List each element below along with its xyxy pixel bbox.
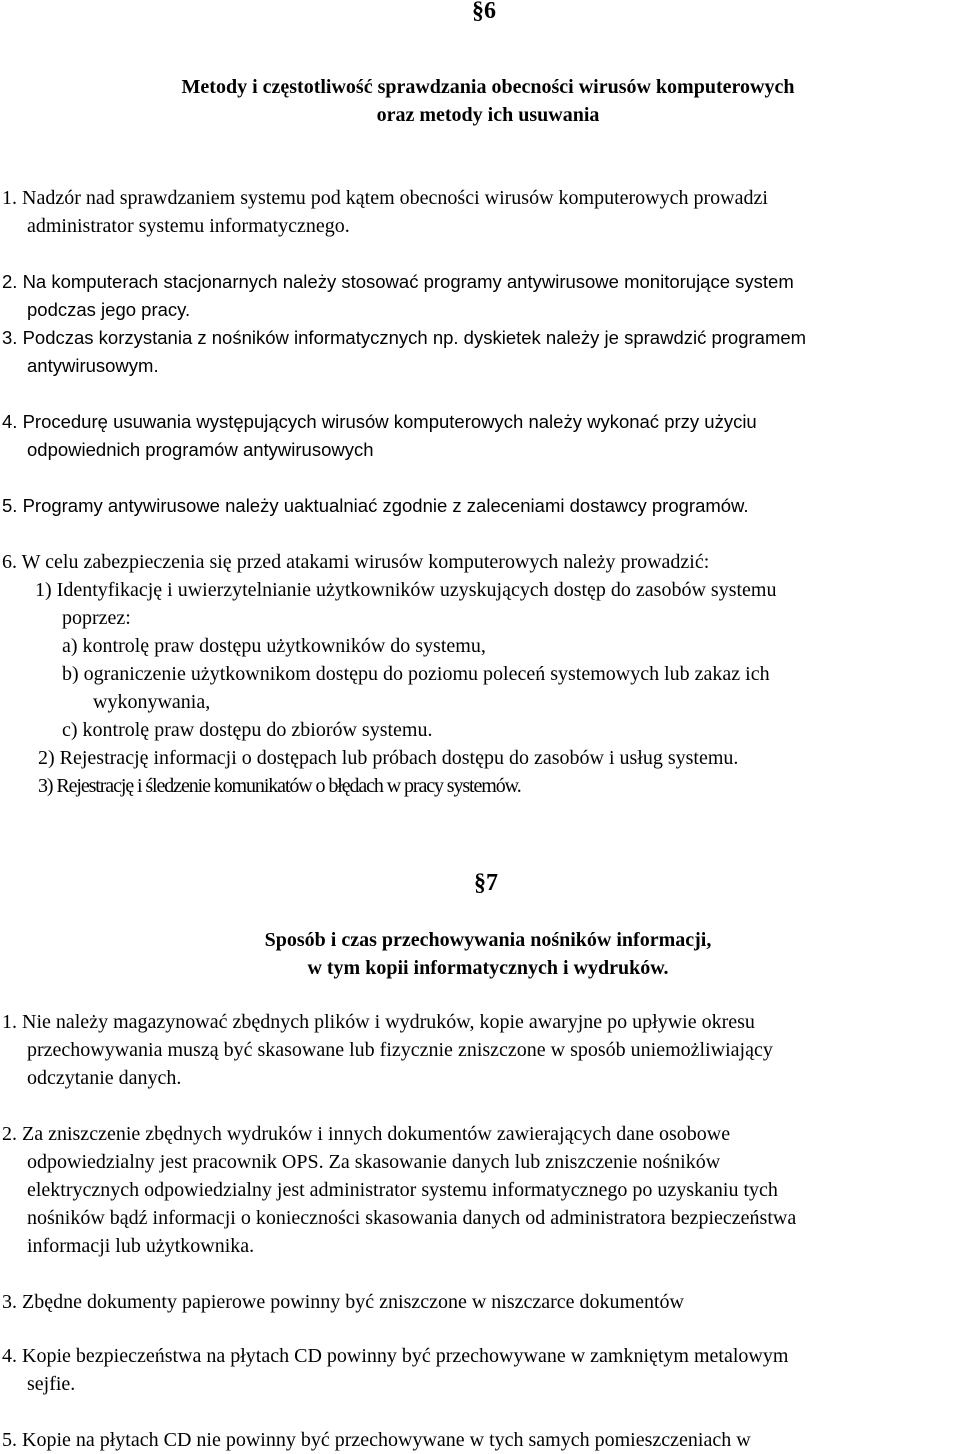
s6-item-6-sub-b-cont: wykonywania, bbox=[93, 691, 211, 713]
s6-item-6-sub-b: b) ograniczenie użytkownikom dostępu do poziomu poleceń systemowych lub zakaz ich bbox=[62, 663, 770, 685]
s7-item-1-line-2: przechowywania muszą być skasowane lub fizycznie zniszczone w sposób uniemożliwiający bbox=[27, 1039, 773, 1061]
s7-item-2-line-5: informacji lub użytkownika. bbox=[27, 1235, 255, 1257]
s6-item-6-sub-3: 3) Rejestrację i śledzenie komunikatów o błędach w pracy systemów. bbox=[38, 775, 521, 797]
s6-item-6-sub-1-cont: poprzez: bbox=[62, 607, 131, 629]
s7-item-2-line-1: 2. Za zniszczenie zbędnych wydruków i innych dokumentów zawierających dane osobowe bbox=[2, 1123, 731, 1145]
s7-item-2-line-2: odpowiedzialny jest pracownik OPS. Za skasowanie danych lub zniszczenie nośników bbox=[27, 1151, 721, 1173]
s6-item-4-line-2: odpowiednich programów antywirusowych bbox=[27, 439, 374, 460]
s6-item-5: 5. Programy antywirusowe należy uaktualniać zgodnie z zaleceniami dostawcy programów. bbox=[2, 495, 749, 516]
section-7-title-line-1: Sposób i czas przechowywania nośników informacji, bbox=[264, 929, 712, 951]
s6-item-1-line-2: administrator systemu informatycznego. bbox=[27, 215, 350, 237]
section-6-title-line-1: Metody i częstotliwość sprawdzania obecności wirusów komputerowych bbox=[181, 76, 795, 98]
s7-item-3: 3. Zbędne dokumenty papierowe powinny być zniszczone w niszczarce dokumentów bbox=[2, 1291, 684, 1313]
section-6-title-line-2: oraz metody ich usuwania bbox=[376, 104, 600, 126]
s6-item-6-sub-1: 1) Identyfikację i uwierzytelnianie użytkowników uzyskujących dostęp do zasobów systemu bbox=[35, 579, 777, 601]
s7-item-1-line-3: odczytanie danych. bbox=[27, 1067, 182, 1089]
s7-item-2-line-3: elektrycznych odpowiedzialny jest administrator systemu informatycznego po uzyskaniu tych bbox=[27, 1179, 778, 1201]
s6-item-2-line-2: podczas jego pracy. bbox=[27, 299, 191, 320]
s6-item-6-line-1: 6. W celu zabezpieczenia się przed atakami wirusów komputerowych należy prowadzić: bbox=[2, 551, 710, 573]
s6-item-6-sub-a: a) kontrolę praw dostępu użytkowników do systemu, bbox=[62, 635, 486, 657]
s6-item-3-line-2: antywirusowym. bbox=[27, 355, 159, 376]
section-6-mark: §6 bbox=[472, 0, 496, 24]
section-7-title-line-2: w tym kopii informatycznych i wydruków. bbox=[307, 957, 669, 979]
s6-item-1-line-1: 1. Nadzór nad sprawdzaniem systemu pod kątem obecności wirusów komputerowych prowadzi bbox=[2, 187, 768, 209]
section-7-mark: §7 bbox=[474, 870, 498, 896]
s6-item-2-line-1: 2. Na komputerach stacjonarnych należy stosować programy antywirusowe monitorujące system bbox=[2, 271, 794, 292]
s7-item-2-line-4: nośników bądź informacji o konieczności skasowania danych od administratora bezpieczeństwa bbox=[27, 1207, 797, 1229]
s7-item-5: 5. Kopie na płytach CD nie powinny być przechowywane w tych samych pomieszczeniach w bbox=[2, 1429, 751, 1451]
s7-item-4-line-1: 4. Kopie bezpieczeństwa na płytach CD powinny być przechowywane w zamkniętym metalowym bbox=[2, 1345, 789, 1367]
s6-item-6-sub-2: 2) Rejestrację informacji o dostępach lub próbach dostępu do zasobów i usług systemu. bbox=[38, 747, 739, 769]
s6-item-3-line-1: 3. Podczas korzystania z nośników informatycznych np. dyskietek należy je sprawdzić programem bbox=[2, 327, 807, 348]
s7-item-1-line-1: 1. Nie należy magazynować zbędnych plików i wydruków, kopie awaryjne po upływie okresu bbox=[2, 1011, 755, 1033]
s6-item-4-line-1: 4. Procedurę usuwania występujących wirusów komputerowych należy wykonać przy użyciu bbox=[2, 411, 757, 432]
s6-item-6-sub-c: c) kontrolę praw dostępu do zbiorów systemu. bbox=[62, 719, 433, 741]
s7-item-4-line-2: sejfie. bbox=[27, 1373, 76, 1395]
